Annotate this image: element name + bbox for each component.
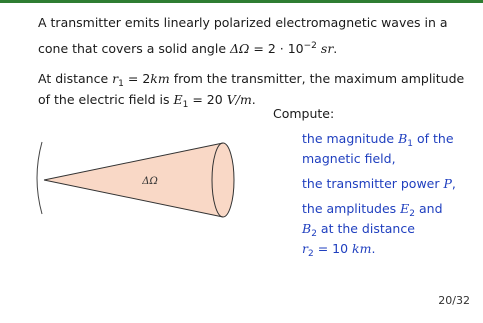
task-3-line-2-suffix: at the distance [320,221,415,236]
intro-text: A transmitter emits linearly polarized electromagnetic waves in a [38,15,448,30]
solid-angle-value: = 2 · 10 [253,41,304,56]
task-3-prefix: the amplitudes [302,201,397,216]
solid-angle-exponent: −2 [303,41,317,51]
e1-subscript: 1 [182,100,189,110]
intro-text-2: cone that covers a solid angle [38,41,227,56]
wavefront-arc [37,142,42,214]
page-number: 20/32 [438,294,470,307]
task-2 [302,174,456,194]
b1-subscript: 1 [407,139,414,149]
r2-variable: r [302,241,308,256]
e1-unit: V/m [226,92,252,107]
comma: , [451,176,456,191]
r1-value: = 2 [127,71,151,86]
intro-line-1 [38,13,448,33]
e2-variable: E [400,201,410,216]
task-1-prefix: the magnitude [302,131,395,146]
task-1-line-2 [302,149,396,169]
solid-angle-symbol: ΔΩ [230,41,250,56]
field-line [38,90,256,115]
intro-line-2 [38,36,337,59]
task-2-prefix: the transmitter power [302,176,440,191]
b1-variable: B [398,131,408,146]
cone-label: ΔΩ [142,176,158,187]
r1-unit: km [150,71,170,86]
cone-fill [44,143,234,217]
compute-label-text: Compute: [273,106,335,121]
solid-angle-unit: sr [320,41,334,56]
r1-variable: r [112,71,119,86]
e2-subscript: 2 [409,209,416,219]
b2-subscript: 2 [311,229,317,239]
compute-label [273,104,334,124]
e1-variable: E [173,92,183,107]
r2-subscript: 2 [307,249,314,259]
period: . [251,92,256,107]
header-accent-bar [0,0,483,3]
cone-diagram [25,138,245,218]
task-1-line-2-text: magnetic field, [302,151,396,166]
period: . [333,41,338,56]
task-3-line-3 [302,239,375,264]
r2-value: = 10 [317,241,349,256]
field-prefix: of the electric field is [38,92,170,107]
distance-prefix: At distance [38,71,109,86]
e1-value: = 20 [192,92,223,107]
b2-variable: B [302,221,312,236]
r2-unit: km [352,241,372,256]
period: . [371,241,376,256]
task-1-suffix: of the [417,131,454,146]
distance-suffix: from the transmitter, the maximum amplitude [173,71,465,86]
p-variable: P [443,176,452,191]
r1-subscript: 1 [118,79,124,89]
task-3-suffix: and [419,201,443,216]
